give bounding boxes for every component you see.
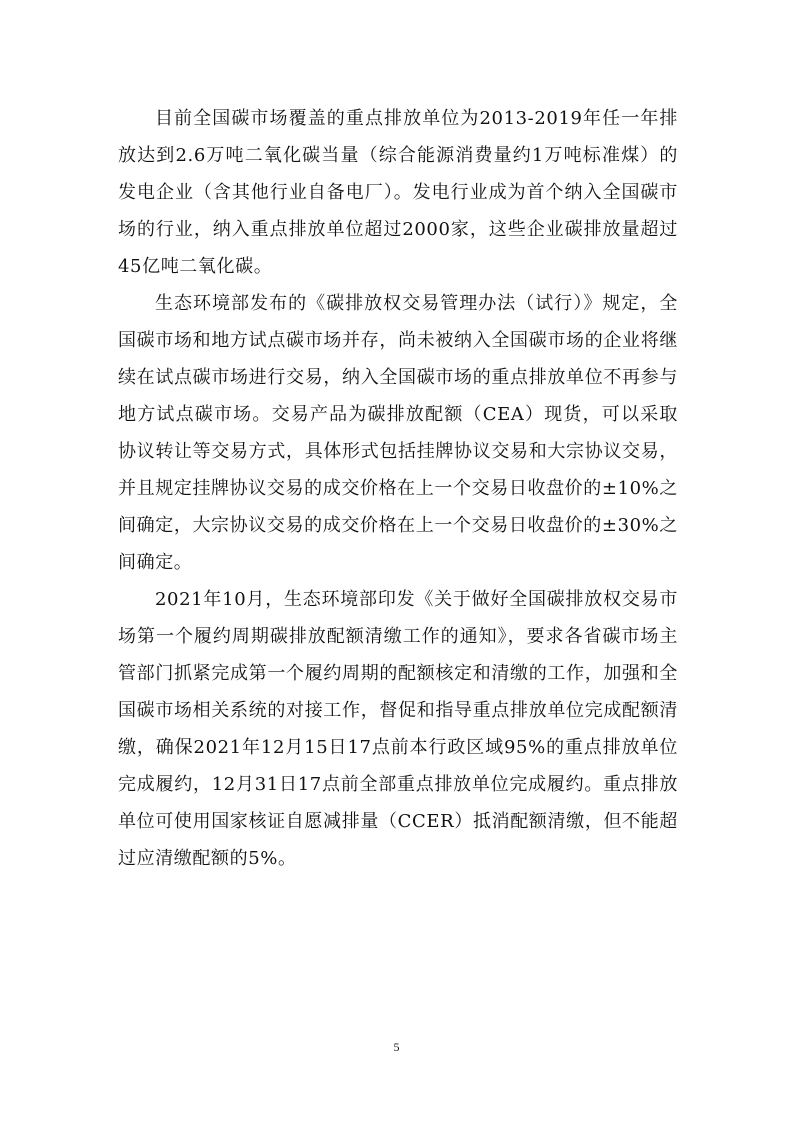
page-number: 5 — [393, 1040, 400, 1054]
paragraph-trading-management-measures: 生态环境部发布的《碳排放权交易管理办法（试行）》规定，全国碳市场和地方试点碳市场并存，尚未被纳入全国碳市场的企业将继续在试点碳市场进行交易，纳入全国碳市场的重点排放单位不再参与地方试点碳市场。交易产品为碳排放配额（CEA）现货，可以采取协议转让等交易方式，具体形式包括挂牌协议交易和大宗协议交易，并且规定挂牌协议交易的成交价格在上一个交易日收盘价的±10%之间确定，大宗协议交易的成交价格在上一个交易日收盘价的±30%之间确定。 — [118, 293, 678, 573]
paragraph-first-compliance-cycle-notice: 2021年10月，生态环境部印发《关于做好全国碳排放权交易市场第一个履约周期碳排放配额清缴工作的通知》，要求各省碳市场主管部门抓紧完成第一个履约周期的配额核定和清缴的工作，加强和全国碳市场相关系统的对接工作，督促和指导重点排放单位完成配额清缴，确保2021年12月15日17点前本行政区域95%的重点排放单位完成履约，12月31日17点前全部重点排放单位完成履约。重点排放单位可使用国家核证自愿减排量（CCER）抵消配额清缴，但不能超过应清缴配额的5%。 — [118, 589, 678, 869]
document-body — [118, 100, 678, 877]
paragraph-national-carbon-market-coverage: 目前全国碳市场覆盖的重点排放单位为2013-2019年任一年排放达到2.6万吨二氧化碳当量（综合能源消费量约1万吨标准煤）的发电企业（含其他行业自备电厂）。发电行业成为首个纳入全国碳市场的行业，纳入重点排放单位超过2000家，这些企业碳排放量超过45亿吨二氧化碳。 — [118, 108, 678, 277]
